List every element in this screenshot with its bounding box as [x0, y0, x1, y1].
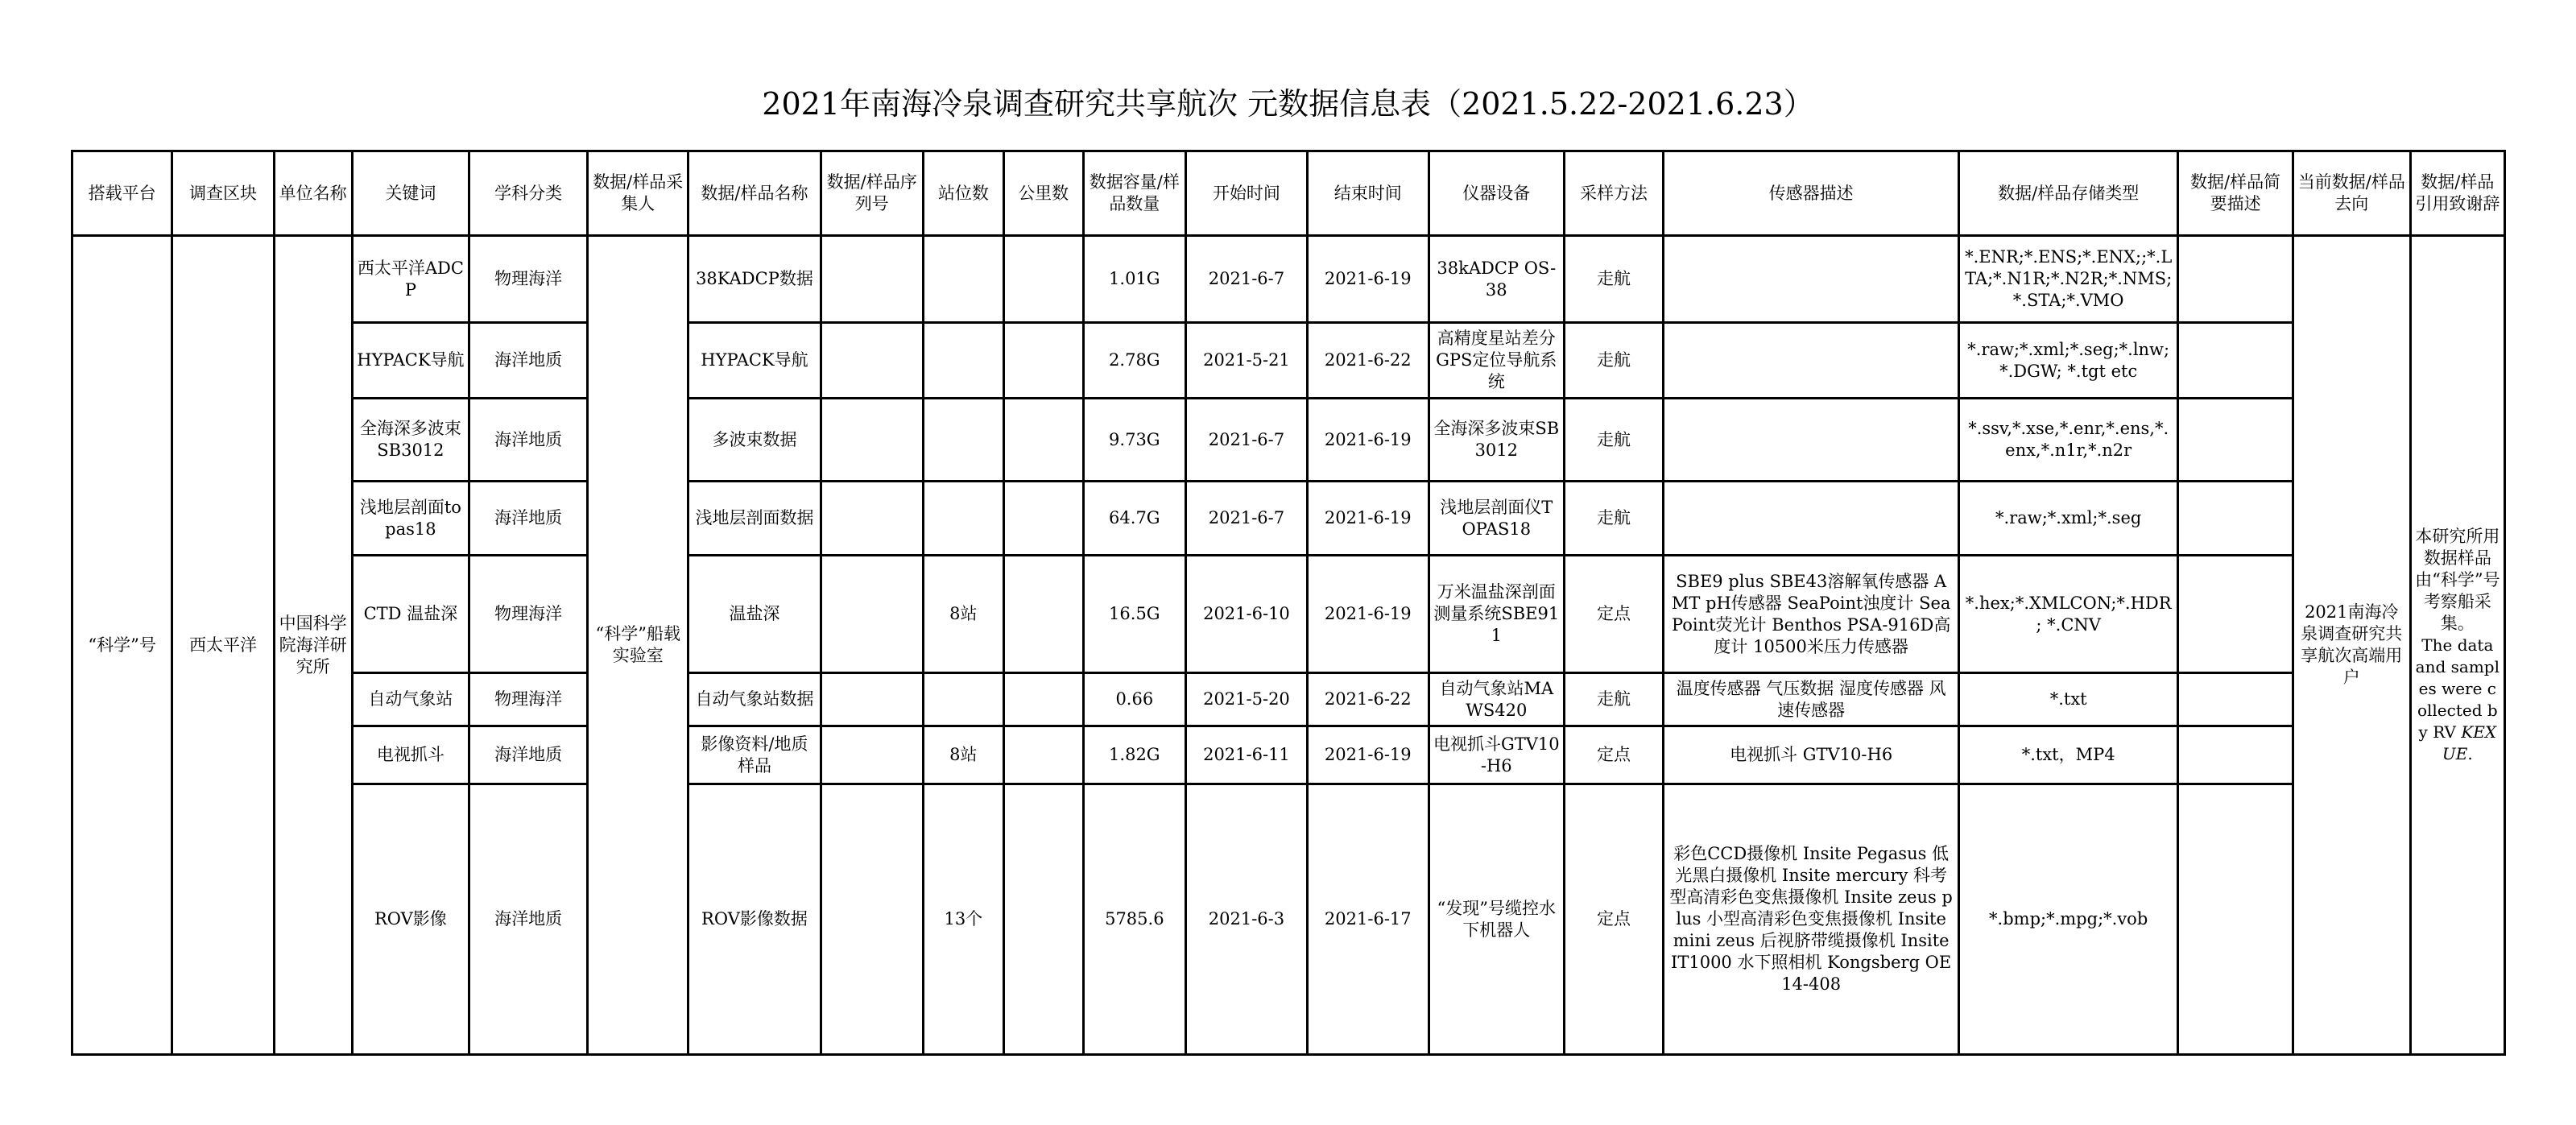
cell-stations	[923, 236, 1003, 323]
cell-serial	[821, 236, 923, 323]
cell-name: 自动气象站数据	[688, 673, 821, 726]
cell-start: 2021-5-21	[1186, 323, 1308, 399]
cell-stations	[923, 673, 1003, 726]
table-row	[72, 323, 2505, 399]
cell-brief	[2178, 556, 2293, 673]
cell-serial	[821, 482, 923, 556]
cell-keyword: 电视抓斗	[352, 726, 469, 784]
cell-discipline: 海洋地质	[469, 482, 588, 556]
cell-volume: 16.5G	[1083, 556, 1185, 673]
cell-storage: *.bmp;*.mpg;*.vob	[1959, 784, 2178, 1055]
cell-volume: 64.7G	[1083, 482, 1185, 556]
cell-keyword: CTD 温盐深	[352, 556, 469, 673]
cell-keyword: 西太平洋ADCP	[352, 236, 469, 323]
header-row	[72, 151, 2505, 236]
cell-end: 2021-6-19	[1307, 556, 1429, 673]
cell-region: 西太平洋	[172, 236, 274, 1055]
header-cell: 当前数据/样品去向	[2293, 151, 2410, 236]
cell-serial	[821, 784, 923, 1055]
cell-volume: 5785.6	[1083, 784, 1185, 1055]
cell-discipline: 物理海洋	[469, 236, 588, 323]
cell-start: 2021-6-10	[1186, 556, 1308, 673]
cell-instrument: 万米温盐深剖面测量系统SBE911	[1429, 556, 1564, 673]
cell-storage: *.txt，MP4	[1959, 726, 2178, 784]
cell-method: 走航	[1564, 236, 1663, 323]
cell-stations	[923, 323, 1003, 399]
page-title: 2021年南海冷泉调查研究共享航次 元数据信息表（2021.5.22-2021.6.23）	[762, 86, 1814, 122]
cell-end: 2021-6-19	[1307, 482, 1429, 556]
cell-discipline: 物理海洋	[469, 556, 588, 673]
cell-km	[1003, 323, 1083, 399]
cell-instrument: 全海深多波束SB3012	[1429, 399, 1564, 482]
cell-sensor: SBE9 plus SBE43溶解氧传感器 AMT pH传感器 SeaPoint浊度计 SeaPoint荧光计 Benthos PSA-916D高度计 10500米压力传感器	[1664, 556, 1959, 673]
cell-km	[1003, 726, 1083, 784]
header-cell: 学科分类	[469, 151, 588, 236]
header-cell: 调查区块	[172, 151, 274, 236]
cell-start: 2021-6-3	[1186, 784, 1308, 1055]
cell-start: 2021-6-7	[1186, 482, 1308, 556]
cell-serial	[821, 399, 923, 482]
cell-start: 2021-6-7	[1186, 399, 1308, 482]
cell-discipline: 海洋地质	[469, 323, 588, 399]
header-cell: 传感器描述	[1664, 151, 1959, 236]
cell-name: 浅地层剖面数据	[688, 482, 821, 556]
header-cell: 结束时间	[1307, 151, 1429, 236]
table-row	[72, 482, 2505, 556]
ack-english-end: .	[2467, 743, 2473, 763]
cell-instrument: 浅地层剖面仪TOPAS18	[1429, 482, 1564, 556]
cell-platform: “科学”号	[72, 236, 172, 1055]
cell-sensor: 彩色CCD摄像机 Insite Pegasus 低光黑白摄像机 Insite mercury 科考型高清彩色变焦摄像机 Insite zeus plus 小型高清彩色变焦摄像机 Insite mini zeus 后视脐带缆摄像机 Insite IT1000 水下照相机 Kongsberg OE14-408	[1664, 784, 1959, 1055]
cell-method: 走航	[1564, 323, 1663, 399]
cell-unit: 中国科学院海洋研究所	[274, 236, 352, 1055]
cell-end: 2021-6-19	[1307, 236, 1429, 323]
cell-serial	[821, 673, 923, 726]
cell-brief	[2178, 323, 2293, 399]
header-cell: 搭载平台	[72, 151, 172, 236]
table-row	[72, 399, 2505, 482]
cell-stations	[923, 482, 1003, 556]
header-cell: 单位名称	[274, 151, 352, 236]
header-cell: 公里数	[1003, 151, 1083, 236]
cell-method: 定点	[1564, 556, 1663, 673]
cell-serial	[821, 556, 923, 673]
cell-discipline: 海洋地质	[469, 784, 588, 1055]
cell-stations: 8站	[923, 556, 1003, 673]
cell-brief	[2178, 784, 2293, 1055]
cell-storage: *.hex;*.XMLCON;*.HDR ; *.CNV	[1959, 556, 2178, 673]
cell-brief	[2178, 726, 2293, 784]
cell-volume: 9.73G	[1083, 399, 1185, 482]
cell-volume: 1.01G	[1083, 236, 1185, 323]
cell-instrument: 38kADCP OS-38	[1429, 236, 1564, 323]
cell-name: HYPACK导航	[688, 323, 821, 399]
cell-sensor	[1664, 236, 1959, 323]
cell-method: 定点	[1564, 726, 1663, 784]
cell-stations	[923, 399, 1003, 482]
ack-english	[2415, 635, 2500, 765]
header-cell: 数据/样品存储类型	[1959, 151, 2178, 236]
cell-acknowledgement	[2410, 236, 2504, 1055]
cell-stations: 8站	[923, 726, 1003, 784]
cell-storage: *.raw;*.xml;*.seg;*.lnw; *.DGW; *.tgt etc	[1959, 323, 2178, 399]
table-row	[72, 673, 2505, 726]
header-cell: 采样方法	[1564, 151, 1663, 236]
cell-instrument: 电视抓斗GTV10-H6	[1429, 726, 1564, 784]
cell-discipline: 海洋地质	[469, 399, 588, 482]
cell-brief	[2178, 236, 2293, 323]
cell-end: 2021-6-17	[1307, 784, 1429, 1055]
header-cell: 数据/样品采集人	[588, 151, 688, 236]
table-row	[72, 726, 2505, 784]
cell-keyword: ROV影像	[352, 784, 469, 1055]
cell-volume: 2.78G	[1083, 323, 1185, 399]
cell-storage: *.ssv,*.xse,*.enr,*.ens,*.enx,*.n1r,*.n2r	[1959, 399, 2178, 482]
cell-method: 走航	[1564, 673, 1663, 726]
header-cell: 数据容量/样品数量	[1083, 151, 1185, 236]
cell-km	[1003, 236, 1083, 323]
ack-chinese: 本研究所用数据样品由“科学”号考察船采集。	[2415, 526, 2500, 633]
table-row	[72, 784, 2505, 1055]
header-cell: 站位数	[923, 151, 1003, 236]
cell-km	[1003, 399, 1083, 482]
cell-sensor	[1664, 482, 1959, 556]
cell-brief	[2178, 482, 2293, 556]
cell-storage: *.txt	[1959, 673, 2178, 726]
cell-method: 走航	[1564, 482, 1663, 556]
header-cell: 仪器设备	[1429, 151, 1564, 236]
cell-brief	[2178, 399, 2293, 482]
cell-brief	[2178, 673, 2293, 726]
cell-km	[1003, 556, 1083, 673]
cell-keyword: 自动气象站	[352, 673, 469, 726]
header-cell: 数据/样品引用致谢辞	[2410, 151, 2504, 236]
cell-instrument: “发现”号缆控水下机器人	[1429, 784, 1564, 1055]
cell-stations: 13个	[923, 784, 1003, 1055]
cell-destination: 2021南海冷泉调查研究共享航次高端用户	[2293, 236, 2410, 1055]
cell-discipline: 物理海洋	[469, 673, 588, 726]
table-row	[72, 556, 2505, 673]
cell-end: 2021-6-19	[1307, 726, 1429, 784]
cell-sensor	[1664, 323, 1959, 399]
cell-keyword: 全海深多波束 SB3012	[352, 399, 469, 482]
cell-start: 2021-6-11	[1186, 726, 1308, 784]
cell-serial	[821, 323, 923, 399]
cell-discipline: 海洋地质	[469, 726, 588, 784]
cell-storage: *.raw;*.xml;*.seg	[1959, 482, 2178, 556]
cell-end: 2021-6-22	[1307, 323, 1429, 399]
cell-instrument: 高精度星站差分GPS定位导航系统	[1429, 323, 1564, 399]
ack-ship-name: KEXUE	[2442, 722, 2497, 763]
cell-serial	[821, 726, 923, 784]
cell-keyword: 浅地层剖面topas18	[352, 482, 469, 556]
cell-sensor: 温度传感器 气压数据 湿度传感器 风速传感器	[1664, 673, 1959, 726]
ack-english-text: The data and samples were collected by RV	[2415, 635, 2500, 742]
cell-km	[1003, 673, 1083, 726]
header-cell: 数据/样品名称	[688, 151, 821, 236]
cell-name: 温盐深	[688, 556, 821, 673]
cell-name: 影像资料/地质样品	[688, 726, 821, 784]
cell-end: 2021-6-19	[1307, 399, 1429, 482]
cell-method: 定点	[1564, 784, 1663, 1055]
header-cell: 数据/样品序列号	[821, 151, 923, 236]
metadata-table	[71, 150, 2506, 1056]
header-cell: 开始时间	[1186, 151, 1308, 236]
header-cell: 数据/样品简要描述	[2178, 151, 2293, 236]
table-row	[72, 236, 2505, 323]
cell-name: 38KADCP数据	[688, 236, 821, 323]
header-cell: 关键词	[352, 151, 469, 236]
cell-km	[1003, 784, 1083, 1055]
cell-km	[1003, 482, 1083, 556]
cell-volume: 0.66	[1083, 673, 1185, 726]
cell-start: 2021-6-7	[1186, 236, 1308, 323]
cell-keyword: HYPACK导航	[352, 323, 469, 399]
cell-end: 2021-6-22	[1307, 673, 1429, 726]
cell-sensor	[1664, 399, 1959, 482]
cell-collector: “科学”船载实验室	[588, 236, 688, 1055]
cell-volume: 1.82G	[1083, 726, 1185, 784]
cell-method: 走航	[1564, 399, 1663, 482]
cell-storage: *.ENR;*.ENS;*.ENX;;*.LTA;*.N1R;*.N2R;*.NMS;*.STA;*.VMO	[1959, 236, 2178, 323]
cell-instrument: 自动气象站MAWS420	[1429, 673, 1564, 726]
cell-start: 2021-5-20	[1186, 673, 1308, 726]
table-body	[72, 236, 2505, 1055]
cell-name: 多波束数据	[688, 399, 821, 482]
cell-sensor: 电视抓斗 GTV10-H6	[1664, 726, 1959, 784]
cell-name: ROV影像数据	[688, 784, 821, 1055]
